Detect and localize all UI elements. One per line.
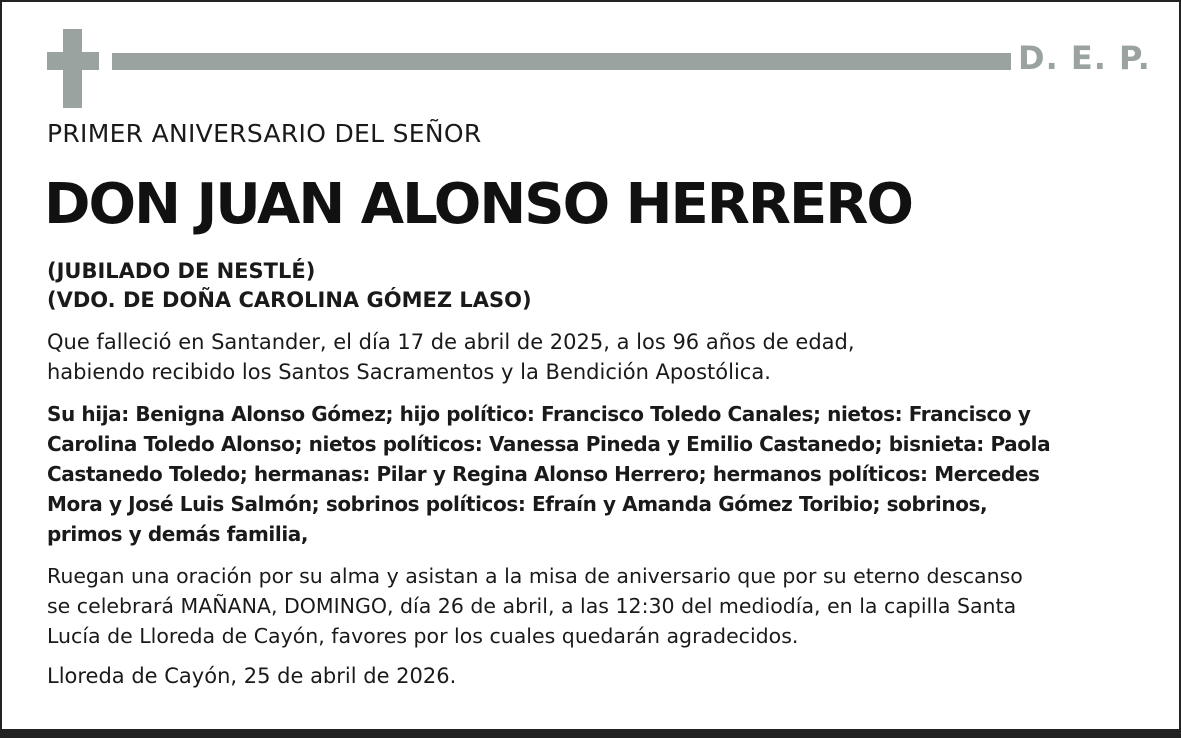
dep-heading: D. E. P. bbox=[1018, 39, 1151, 77]
mass-paragraph bbox=[47, 561, 1157, 651]
anniversary-heading: PRIMER ANIVERSARIO DEL SEÑOR bbox=[47, 119, 482, 148]
family-paragraph bbox=[47, 399, 1157, 549]
death-line: Que falleció en Santander, el día 17 de abril de 2025, a los 96 años de edad, bbox=[47, 330, 855, 354]
death-line: habiendo recibido los Santos Sacramentos y la Bendición Apostólica. bbox=[47, 360, 771, 384]
subtitle-widower: (VDO. DE DOÑA CAROLINA GÓMEZ LASO) bbox=[47, 288, 532, 312]
family-line: Castanedo Toledo; hermanas: Pilar y Regina Alonso Herrero; hermanos políticos: Mercedes bbox=[47, 462, 1040, 486]
cross-icon-arm bbox=[47, 52, 99, 70]
family-line: primos y demás familia, bbox=[47, 522, 309, 546]
family-line: Mora y José Luis Salmón; sobrinos políticos: Efraín y Amanda Gómez Toribio; sobrinos, bbox=[47, 492, 988, 516]
subtitle-retired: (JUBILADO DE NESTLÉ) bbox=[47, 259, 316, 283]
mass-line: Lucía de Lloreda de Cayón, favores por los cuales quedarán agradecidos. bbox=[47, 624, 799, 648]
place-date: Lloreda de Cayón, 25 de abril de 2026. bbox=[47, 664, 457, 688]
mass-line: Ruegan una oración por su alma y asistan a la misa de aniversario que por su eterno descanso bbox=[47, 564, 1023, 588]
deceased-name: DON JUAN ALONSO HERRERO bbox=[44, 172, 913, 237]
death-paragraph bbox=[47, 327, 1157, 387]
family-line: Carolina Toledo Alonso; nietos políticos: Vanessa Pineda y Emilio Castanedo; bisnieta: Paola bbox=[47, 432, 1051, 456]
mass-line: se celebrará MAÑANA, DOMINGO, día 26 de abril, a las 12:30 del mediodía, en la capilla Santa bbox=[47, 594, 1017, 618]
family-line: Su hija: Benigna Alonso Gómez; hijo político: Francisco Toledo Canales; nietos: Francisco y bbox=[47, 402, 1031, 426]
header-rule bbox=[112, 53, 1011, 70]
